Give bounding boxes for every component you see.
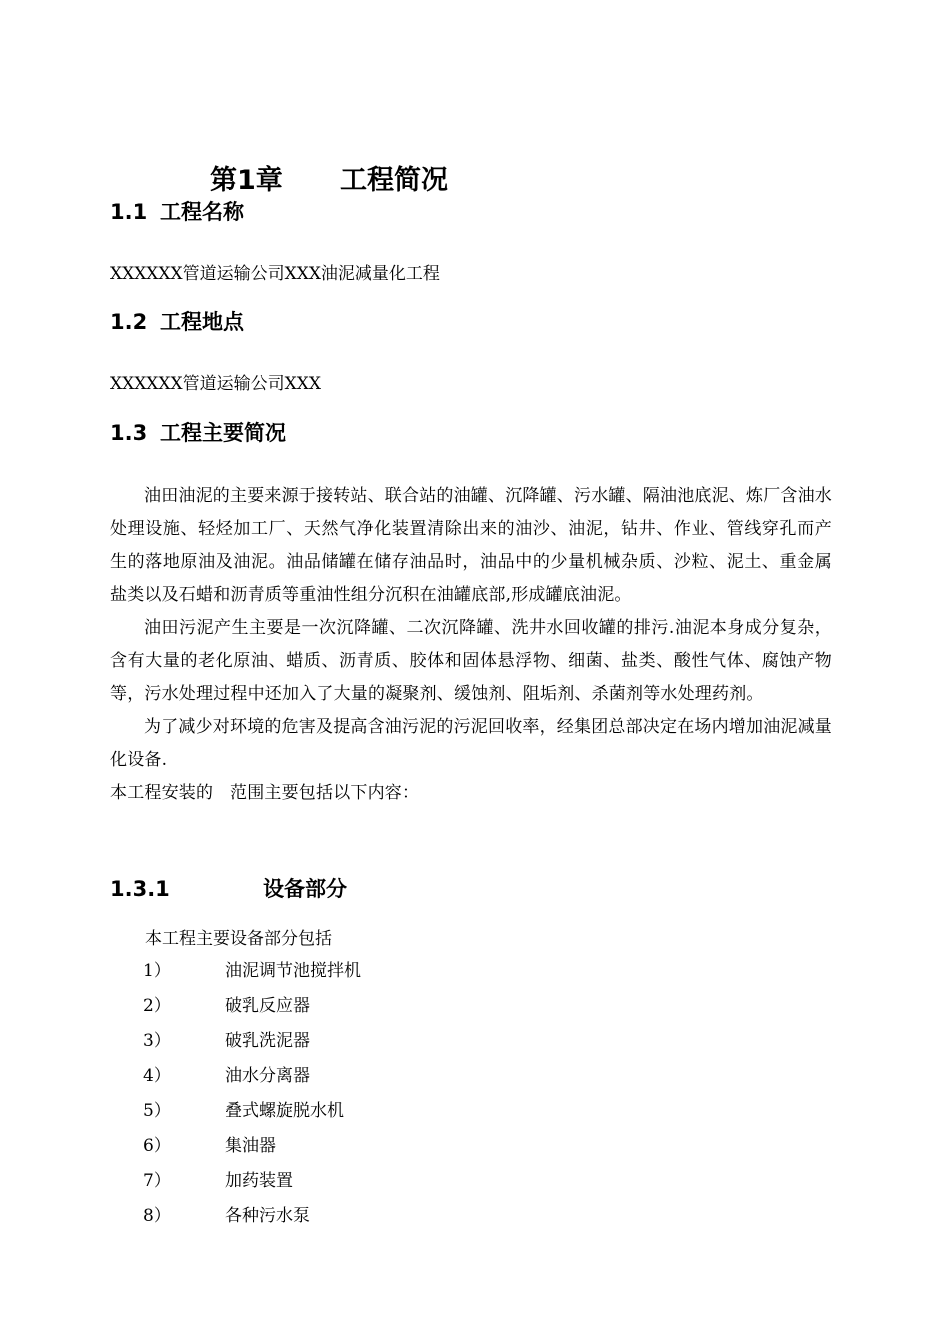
chapter-heading: 工程简况 bbox=[340, 165, 448, 196]
overview-paragraph-1: 油田油泥的主要来源于接转站、联合站的油罐、沉降罐、污水罐、隔油池底泥、炼厂含油水处理设施、轻烃加工厂、天然气净化装置清除出来的油沙、油泥，钻井、作业、管线穿孔而产生的落地原油及油泥。油品储罐在储存油品时，油品中的少量机械杂质、沙粒、泥土、重金属盐类以及石蜡和沥青质等重油性组分沉积在油罐底部,形成罐底油泥。 bbox=[110, 486, 832, 605]
list-item-label: 油水分离器 bbox=[225, 1066, 310, 1086]
chapter-title bbox=[210, 163, 448, 199]
list-item bbox=[143, 958, 361, 993]
overview-paragraph-2: 油田污泥产生主要是一次沉降罐、二次沉降罐、洗井水回收罐的排污.油泥本身成分复杂，含有大量的老化原油、蜡质、沥青质、胶体和固体悬浮物、细菌、盐类、酸性气体、腐蚀产物等，污水处理过程中还加入了大量的凝聚剂、缓蚀剂、阻垢剂、杀菌剂等水处理药剂。 bbox=[110, 618, 832, 704]
section-title: 工程地点 bbox=[160, 310, 244, 334]
list-item-number: 8） bbox=[143, 1206, 171, 1226]
list-item-number: 1） bbox=[143, 961, 171, 981]
overview-paragraph-4: 本工程安装的 范围主要包括以下内容： bbox=[110, 783, 420, 803]
equipment-list bbox=[143, 958, 361, 1238]
list-item-label: 叠式螺旋脱水机 bbox=[225, 1101, 344, 1121]
overview-paragraph-3: 为了减少对环境的危害及提高含油污泥的污泥回收率，经集团总部决定在场内增加油泥减量化设备. bbox=[110, 717, 832, 770]
list-item-number: 2） bbox=[143, 996, 171, 1016]
list-item-number: 3） bbox=[143, 1031, 171, 1051]
section-heading-name bbox=[110, 197, 244, 227]
list-item-label: 集油器 bbox=[225, 1136, 276, 1156]
list-item-number: 7） bbox=[143, 1171, 171, 1191]
section-heading-equipment bbox=[110, 874, 347, 904]
list-item-label: 各种污水泵 bbox=[225, 1206, 310, 1226]
list-item bbox=[143, 1203, 361, 1238]
section-number: 1.3 bbox=[110, 421, 148, 445]
list-item bbox=[143, 1133, 361, 1168]
list-item bbox=[143, 1028, 361, 1063]
list-item-number: 6） bbox=[143, 1136, 171, 1156]
list-item bbox=[143, 1098, 361, 1133]
list-item bbox=[143, 1063, 361, 1098]
list-item-label: 破乳洗泥器 bbox=[225, 1031, 310, 1051]
section-number: 1.2 bbox=[110, 310, 148, 334]
section-title: 工程名称 bbox=[160, 200, 244, 224]
section-heading-location bbox=[110, 307, 244, 337]
project-location-text: XXXXXX管道运输公司XXX bbox=[110, 374, 321, 394]
section-title: 设备部分 bbox=[263, 877, 347, 901]
chapter-number: 第1章 bbox=[210, 165, 283, 196]
section-title: 工程主要简况 bbox=[160, 421, 286, 445]
list-item-number: 5） bbox=[143, 1101, 171, 1121]
list-item-label: 加药装置 bbox=[225, 1171, 293, 1191]
overview-body bbox=[110, 480, 832, 810]
section-heading-overview bbox=[110, 418, 286, 448]
list-item-number: 4） bbox=[143, 1066, 171, 1086]
equipment-intro: 本工程主要设备部分包括 bbox=[145, 929, 332, 949]
list-item bbox=[143, 993, 361, 1028]
project-name-text: XXXXXX管道运输公司XXX油泥减量化工程 bbox=[110, 264, 440, 284]
list-item bbox=[143, 1168, 361, 1203]
section-number: 1.1 bbox=[110, 200, 148, 224]
list-item-label: 油泥调节池搅拌机 bbox=[225, 961, 361, 981]
list-item-label: 破乳反应器 bbox=[225, 996, 310, 1016]
section-number: 1.3.1 bbox=[110, 877, 170, 901]
